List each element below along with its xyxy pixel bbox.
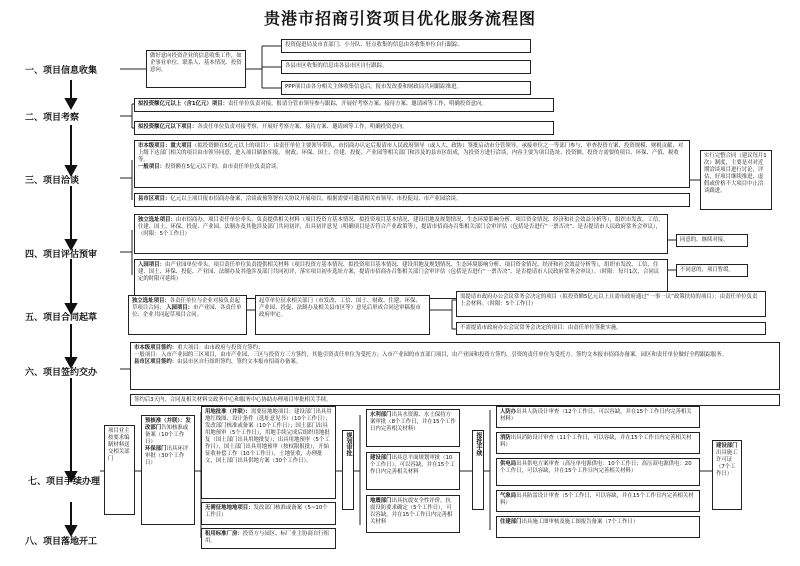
- assess-park-label: 入园项目：: [138, 262, 165, 268]
- assess-approve-box: [676, 234, 748, 247]
- water-text: 出具水资源、水土保持方案审批（8个工作日，并在15个工作日内完善相关材料）: [370, 412, 456, 432]
- info-source-text-3: PPP项目由各分相关主体收集信息后，报市发改委和财政局共同跟踪推进。: [285, 84, 462, 90]
- lightning-review-text: 出具防雷设计审查（5个工作日，可以容缺，并在15个工作日内完善相关材料）: [500, 493, 694, 506]
- assess-reject-box: [676, 264, 748, 277]
- assess-reject-text: 不同意的，项目暂缓。: [680, 267, 734, 273]
- inspect-small-box: [134, 121, 554, 135]
- construction-permit-box: [712, 440, 742, 510]
- sign-county-label: 县市区项目签约：: [134, 359, 178, 365]
- lightning-review-box: [496, 490, 700, 512]
- info-collect-box: [146, 50, 246, 88]
- construction-drawing-label: 住建部门: [500, 519, 522, 525]
- seismic-approval-box: [366, 495, 460, 533]
- building-approval-box: [366, 452, 460, 490]
- lease-label: 租用标准厂房：: [205, 531, 243, 537]
- sign-handover-box: [130, 394, 780, 406]
- construction-drawing-text: 出具施工图审核及施工图报告备案（7个工作日）: [521, 519, 639, 525]
- sign-general-text: 一般项目：入市产业园的三区项目，由市产业园、三区与投资方三方签约，其他引资责任单位为受托方；入市产业园的市直部门项目，由产业园和投资方签约，引资的责任单位为受托方。签约文本报市招商办备案。园区和责任单位做好全程跟踪服务。: [134, 352, 727, 358]
- assess-approve-text: 同意的，继续对接。: [680, 237, 729, 243]
- pre-approval-text: 告知核准或备案（10个工作日）: [145, 425, 189, 445]
- env-approval-label: 环保部门: [145, 446, 167, 452]
- building-label: 建设部门: [370, 455, 392, 461]
- sign-major-text: 重大项目：由市政府与投资方签约；: [177, 345, 264, 351]
- fire-review-label: 消防: [500, 435, 511, 441]
- stage-4-label: 四、项目评估预审: [25, 250, 98, 260]
- procedure-submit-box: [104, 425, 135, 515]
- draft-review-text: 起草单位征求相关部门（市发改、工信、国土、财政、住建、环保、产业园、投促、法制办及相关县市区等）意见后形成合同送审稿报市政府审定。: [259, 298, 421, 318]
- draft-meeting-text: 需提请市政府办公会议常务会决定的项目（拟投资额5亿元以上且需市政府通过“一事一议”政策扶持的项目）：由责任单位负责上会材料。（时限：5个工作日）: [460, 294, 758, 307]
- land-approval-label: 用地批准（并联）：: [205, 409, 251, 415]
- inspect-small-text: 各责任单位负责对接考察，开展好考察方案、接待方案、邀请函等工作，明确投资意向。: [197, 124, 408, 130]
- lease-box: [201, 528, 336, 549]
- power-supply-box: [496, 458, 700, 486]
- stage-5-label: 五、项目合同起草: [25, 313, 98, 323]
- draft-park-label: 入园项目：: [166, 305, 194, 311]
- water-approval-box: [366, 409, 460, 447]
- no-expropriation-text: 发改部门核准或备案（5~10个工作日）: [205, 505, 328, 518]
- draft-direct-box: [456, 322, 766, 335]
- negotiate-general-text: 投资额在5亿元以下的，由市责任单位负责洽谈。: [164, 164, 282, 170]
- stage-7-label: 七、项目手续办理: [28, 477, 101, 487]
- construction-permit-label: 建设部门: [716, 443, 738, 449]
- stage-1-label: 一、项目信息收集: [25, 66, 98, 76]
- lease-text: 投资方与园区、标厂业主协商自行租用。: [205, 531, 330, 544]
- negotiate-city-label: 市本级项目：: [138, 143, 171, 149]
- stage-8-label: 八、项目落地开工: [25, 537, 98, 547]
- negotiate-review-note: [700, 150, 772, 210]
- draft-review-box: [255, 295, 430, 335]
- negotiate-county-label: 县市区项目：: [138, 196, 171, 202]
- civil-defense-text: 出具人防设计审查（12个工作日，可以容缺，并在15个工作日内完善相关材料）: [500, 409, 692, 422]
- stage-6-label: 六、项目签约交办: [25, 368, 98, 378]
- draft-standalone-text: 各责任单位与企业对接负责起草项目合同；: [132, 298, 240, 311]
- pre-approval-box: [141, 415, 195, 525]
- building-text: 出具总平面规划审批（10个工作日），可以容缺，并在15个工作日内完善相关材料: [370, 455, 456, 475]
- negotiate-county-box: [134, 193, 690, 207]
- negotiate-city-box: [134, 140, 690, 188]
- procedure-submit-text: 项目业主按要求编制材料送交相关部门: [108, 428, 130, 462]
- negotiate-general-label: 一般项目：: [138, 164, 165, 170]
- negotiate-major-label: 重大项目: [170, 143, 192, 149]
- negotiate-county-text: 亿元以上项目报市招商办备案，洽谈或预签署有关协议开展项目，根据需要可邀请相关市领导、市投促局、市产业园洽谈。: [170, 196, 462, 202]
- power-supply-text: 出具供电方案审查（高压单电源供电：10个工作日；高压双电源供电：20个工作日，可以容缺，并在15个工作日内完善相关材料）: [500, 461, 692, 474]
- page-title: 贵港市招商引资项目优化服务流程图: [263, 9, 536, 28]
- sign-city-label: 市本级项目签约：: [134, 345, 178, 351]
- stage-2-label: 二、项目考察: [25, 113, 80, 123]
- assess-standalone-box: [134, 214, 668, 254]
- pre-approval-label: 预核准（并联）：发改部门: [145, 418, 191, 431]
- land-approval-text: 需要征地地项目：建设部门出具用地红线图、设计条件（选址意见书）（10个工作日）；发改部门核准或备案（10个工作日）；国土部门出具用地预审（5个工作日），用地手续完成后组织用地批复（国土部门出具用地批复）；出具用地预审（5个工作日），国土部门出具用地预审（按权限报批），开始征收补偿工作（10个工作日），土地征收，办理批文，国土部门出具供地方案（30个工作日）。: [205, 409, 332, 464]
- assess-park-text: 由产业园单位牵头，项目责任单位负责提供相关材料（项目投资方基本情况、拟投资项目基本情况、建设用地及规划情况、生态环境影响分析、项目资金情况、经济和社会效益分析等），组织市发改、工信、住建、国土、环保、投促、产业园、法制办及其他涉及部门共同初评，落实项目初步选址方案，提请市招商办召集相关部门会审评估（包括是否进行“一票否决”、是否提请市人民政府常务会审议）。（时限：每月1次，合同议定的时限可延续）: [138, 262, 660, 282]
- seismic-text: 出具抗震安全性评价，抗震设防要求确定（5个工作日），可以容缺，并在15个工作日内完善相关材料: [370, 498, 453, 525]
- no-expropriation-box: [201, 502, 336, 525]
- power-supply-label: 供电局: [500, 461, 517, 467]
- info-source-box-2: [281, 60, 531, 74]
- sign-handover-text: 签约后3天内，合同及相关材料交政务中心和服务中心协助办理项目审批相关手续。: [134, 397, 332, 403]
- civil-defense-label: 人防办: [500, 409, 517, 415]
- draft-park-text: 市产业园、各责任单位、企业共同起草项目合同。: [132, 305, 242, 318]
- filing-procedure-label: 报批手续: [472, 430, 484, 510]
- inspect-large-label: 拟投资额亿元以上（含1亿元）项目：: [138, 101, 229, 107]
- assess-standalone-label: 独立选址项目：: [138, 217, 176, 223]
- env-approval-text: 出具环评审批（30个工作日）: [145, 446, 189, 466]
- sign-box: [130, 342, 780, 390]
- seismic-label: 地震部门: [370, 498, 392, 504]
- draft-direct-text: 不需提请市政府办公会议常务会决定的项目：由责任单位签批实施。: [460, 325, 622, 331]
- inspect-large-box: [134, 98, 554, 112]
- civil-defense-box: [496, 406, 700, 428]
- assess-standalone-text: 由市招商办、项目责任单位牵头，负责提供相关材料（项目投资方基本情况、拟投资项目基本情况、建设用地及规划情况、生态环境影响分析、项目资金情况、经济和社会效益分析等），组织市发改、工信、住建、国土、环保、投促、产业园、法制办及其他涉及部门共同初评，出具初评意见（明确项目是否符合产业政策等），提请市招商办召集相关部门会审评估（包括是否进行“一票否决”、是否提请市人民政府常务会审议），（时限：5个工作日）: [138, 217, 664, 237]
- no-expropriation-label: 无需征地地地项目：: [205, 505, 254, 511]
- negotiate-major-text-2: 财政、环保、国土、住建、投促、产业园等相关部门和涉及的县市区组成，为投资方进行洽谈，内容主要为项目选址、投资额、投资方需要的项目、环保、产值、税收等。: [138, 150, 679, 163]
- negotiate-major-text: （拟投资额在5亿元以上的项目）：由责任单位主要领导带队，市招商办认定后报请市人民政府领导（或人大、政协）签批启动市分管领导，承接单位之一等部门参与，审查投资方案、投资规模、财税贡献，对上级下达部门相关的项目由市领导同意，进入项目储备库报。: [138, 143, 684, 156]
- construction-drawing-box: [496, 516, 700, 538]
- water-label: 水利部门: [370, 412, 392, 418]
- sign-county-text: 由县市区自行组织签约，签约文本报市招商办备案。: [177, 359, 302, 365]
- draft-standalone-box: [128, 295, 247, 335]
- inspect-small-label: 拟投资额亿元以下项目：: [138, 124, 198, 130]
- info-source-box-1: [281, 39, 531, 53]
- inspect-large-text: 责任单位负责对接，报请分管市领导参与跟踪，开展好考察方案、接待方案、邀请函等工作，明确投资意向。: [228, 101, 487, 107]
- draft-standalone-label: 独立选址项目：: [132, 298, 170, 304]
- stage-3-label: 三、项目洽谈: [25, 176, 80, 186]
- planning-approval-label: 规划审批: [342, 430, 354, 510]
- info-source-text-2: 各县市区收集的信息由各县市区自行跟踪。: [285, 63, 388, 69]
- info-source-box-3: [281, 81, 531, 95]
- construction-permit-text: 出具施工许可证（7个工作日）: [716, 450, 738, 477]
- lightning-review-label: 气象局: [500, 493, 517, 499]
- negotiate-review-text: 实行完整合同（建议每月1次）制度，主要是对对近期洽谈项目进行讨论，评估，好项目继续推进，虚假或价格不大项目中止洽谈跟进。: [704, 153, 767, 194]
- fire-review-text: 出具消防设计审查（11个工作日，可以容缺，并在15个工作日内完善相关材料）: [500, 435, 692, 448]
- land-approval-box: [201, 406, 336, 499]
- info-collect-text: 做好意向投资企业的信息收集工作，如企事业单位、联系人、基本情况、投资意向。: [150, 53, 242, 73]
- draft-meeting-box: [456, 291, 766, 317]
- fire-review-box: [496, 432, 700, 454]
- info-source-text-1: 投资促进局及市直部门、小分队、驻点收集的信息由各收集单位自行跟踪。: [285, 42, 463, 48]
